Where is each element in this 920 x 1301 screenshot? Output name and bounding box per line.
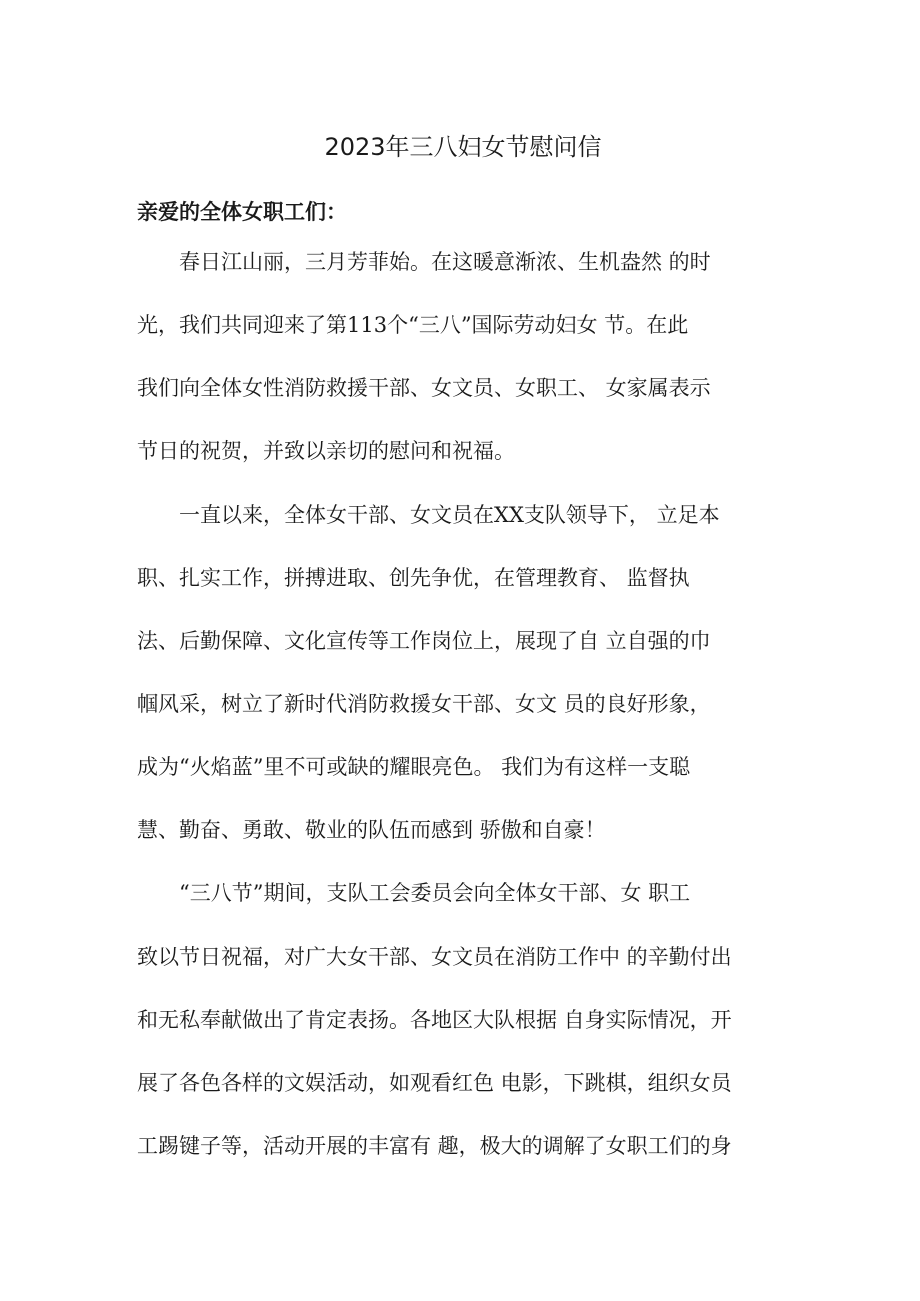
body-line: 慧、勤奋、勇敢、敬业的队伍而感到 骄傲和自豪！ — [137, 818, 606, 842]
body-line: 光，我们共同迎来了第113个“三八”国际劳动妇女 节。在此 — [137, 313, 689, 337]
body-line: 一直以来，全体女干部、女文员在XX支队领导下， 立足本 — [137, 503, 720, 527]
body-line: 成为“火焰蓝”里不可或缺的耀眼亮色。 我们为有这样一支聪 — [137, 755, 691, 779]
body-line: 职、扎实工作，拼搏进取、创先争优，在管理教育、 监督执 — [137, 566, 690, 590]
salutation: 亲爱的全体女职工们： — [137, 200, 347, 224]
body-line: 和无私奉献做出了肯定表扬。各地区大队根据 自身实际情况，开 — [137, 1008, 732, 1032]
body-line: 我们向全体女性消防救援干部、女文员、女职工、 女家属表示 — [137, 376, 711, 400]
body-line: 致以节日祝福，对广大女干部、女文员在消防工作中 的辛勤付出 — [137, 945, 732, 969]
body-line: 节日的祝贺，并致以亲切的慰问和祝福。 — [137, 439, 515, 463]
body-line: 法、后勤保障、文化宣传等工作岗位上，展现了自 立自强的巾 — [137, 629, 711, 653]
body-line: 春日江山丽，三月芳菲始。在这暖意渐浓、生机盎然 的时 — [137, 250, 711, 274]
body-line: 帼风采，树立了新时代消防救援女干部、女文 员的良好形象， — [137, 692, 711, 716]
body-line: 工踢键子等，活动开展的丰富有 趣，极大的调解了女职工们的身 — [137, 1134, 732, 1158]
body-line: 展了各色各样的文娱活动，如观看红色 电影，下跳棋，组织女员 — [137, 1071, 732, 1095]
letter-title: 2023年三八妇女节慰问信 — [324, 133, 602, 161]
body-line: “三八节”期间，支队工会委员会向全体女干部、女 职工 — [137, 881, 691, 905]
